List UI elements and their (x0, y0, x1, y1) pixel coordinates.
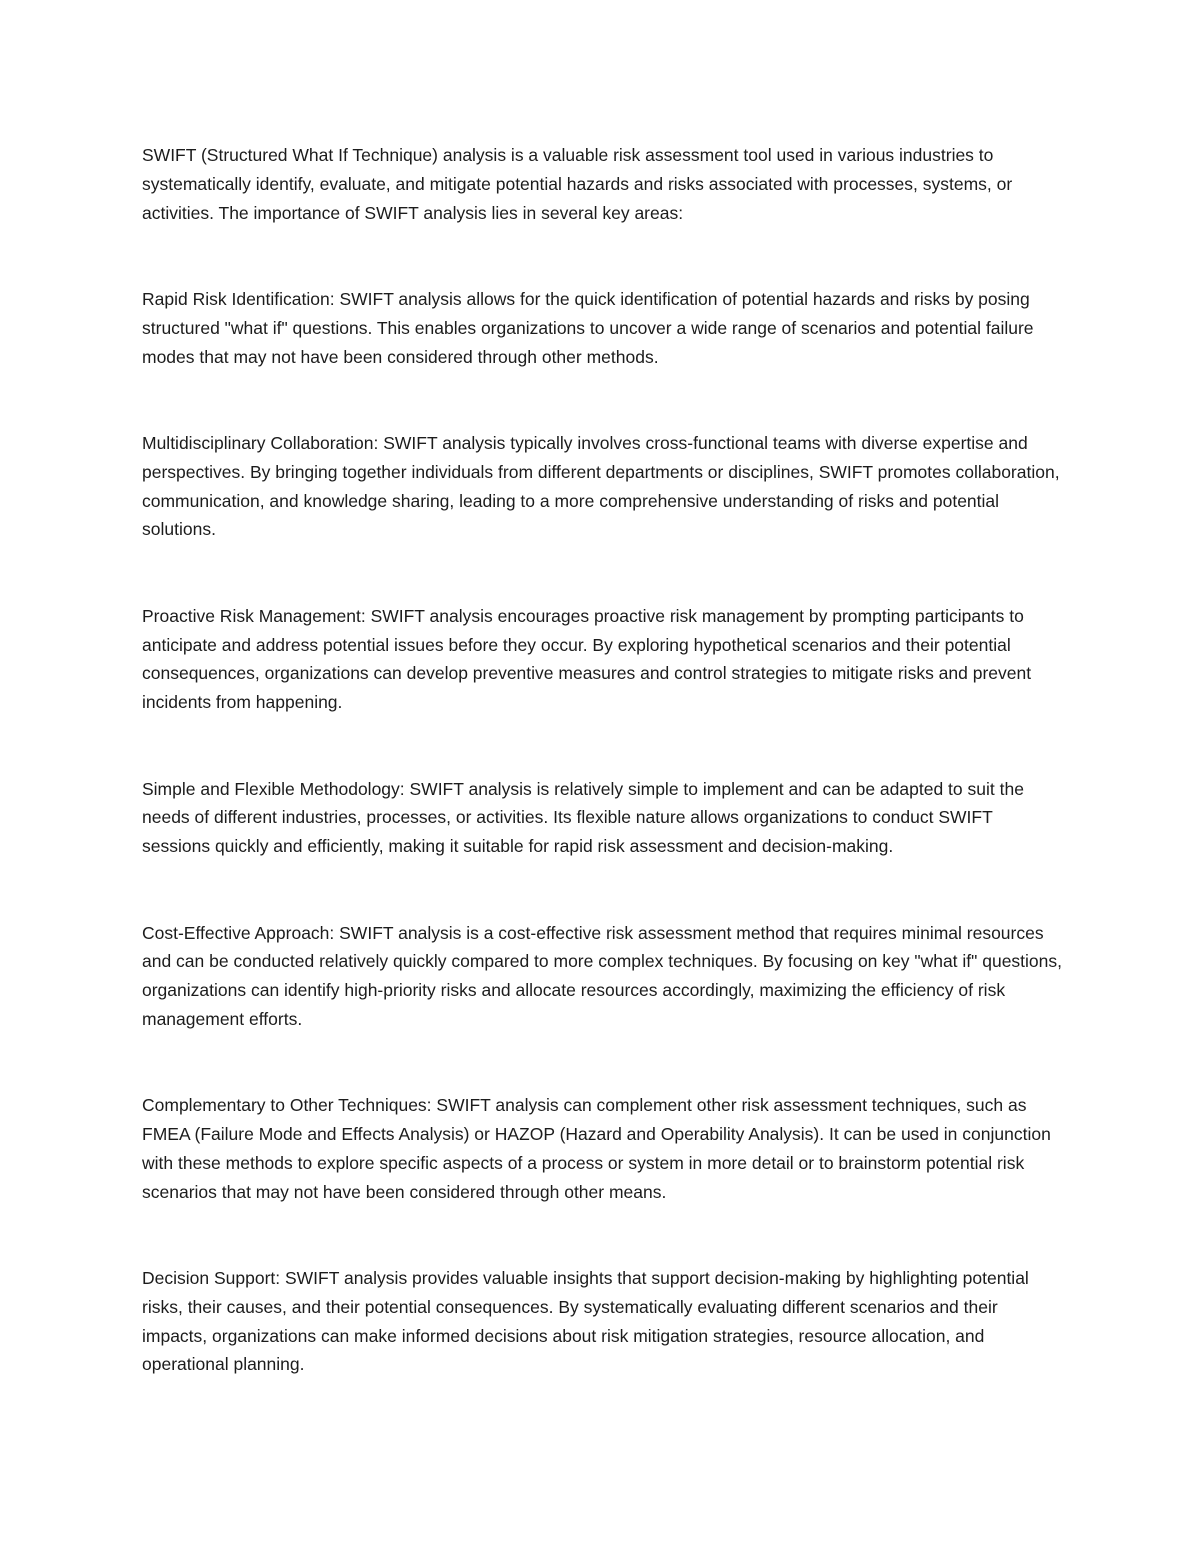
intro-paragraph: SWIFT (Structured What If Technique) analysis is a valuable risk assessment tool used in various industries to systematically identify, evaluate, and mitigate potential hazards and risks associated with processes, systems, or activities. The importance of SWIFT analysis lies in several key areas: (142, 145, 1013, 223)
document-body (142, 141, 1062, 1379)
paragraph-proactive-risk-management: Proactive Risk Management: SWIFT analysis encourages proactive risk management by prompting participants to anticipate and address potential issues before they occur. By exploring hypothetical scenarios and their potential consequences, organizations can develop preventive measures and control strategies to mitigate risks and prevent incidents from happening. (142, 605, 1032, 713)
paragraph-rapid-risk-identification: Rapid Risk Identification: SWIFT analysis allows for the quick identification of potential hazards and risks by posing structured "what if" questions. This enables organizations to uncover a wide range of scenarios and potential failure modes that may not have been considered through other methods. (142, 288, 1034, 367)
paragraph-multidisciplinary-collaboration: Multidisciplinary Collaboration: SWIFT analysis typically involves cross-functional teams with diverse expertise and perspectives. By bringing together individuals from different departments or disciplines, SWIFT promotes collaboration, communication, and knowledge sharing, leading to a more comprehensive understanding of risks and potential solutions. (142, 432, 1060, 540)
paragraph-decision-support: Decision Support: SWIFT analysis provides valuable insights that support decision-making by highlighting potential risks, their causes, and their potential consequences. By systematically evaluating different scenarios and their impacts, organizations can make informed decisions about risk mitigation strategies, resource allocation, and operational planning. (142, 1268, 1029, 1375)
paragraph-simple-flexible-methodology: Simple and Flexible Methodology: SWIFT analysis is relatively simple to implement and can be adapted to suit the needs of different industries, processes, or activities. Its flexible nature allows organizations to conduct SWIFT sessions quickly and efficiently, making it suitable for rapid risk assessment and decision-making. (142, 778, 1024, 857)
paragraph-complementary-techniques: Complementary to Other Techniques: SWIFT analysis can complement other risk assessment techniques, such as FMEA (Failure Mode and Effects Analysis) or HAZOP (Hazard and Operability Analysis). It can be used in conjunction with these methods to explore specific aspects of a process or system in more detail or to brainstorm potential risk scenarios that may not have been considered through other means. (142, 1095, 1051, 1202)
paragraph-cost-effective-approach: Cost-Effective Approach: SWIFT analysis is a cost-effective risk assessment method that requires minimal resources and can be conducted relatively quickly compared to more complex techniques. By focusing on key "what if" questions, organizations can identify high-priority risks and allocate resources accordingly, maximizing the efficiency of risk management efforts. (142, 922, 1063, 1029)
